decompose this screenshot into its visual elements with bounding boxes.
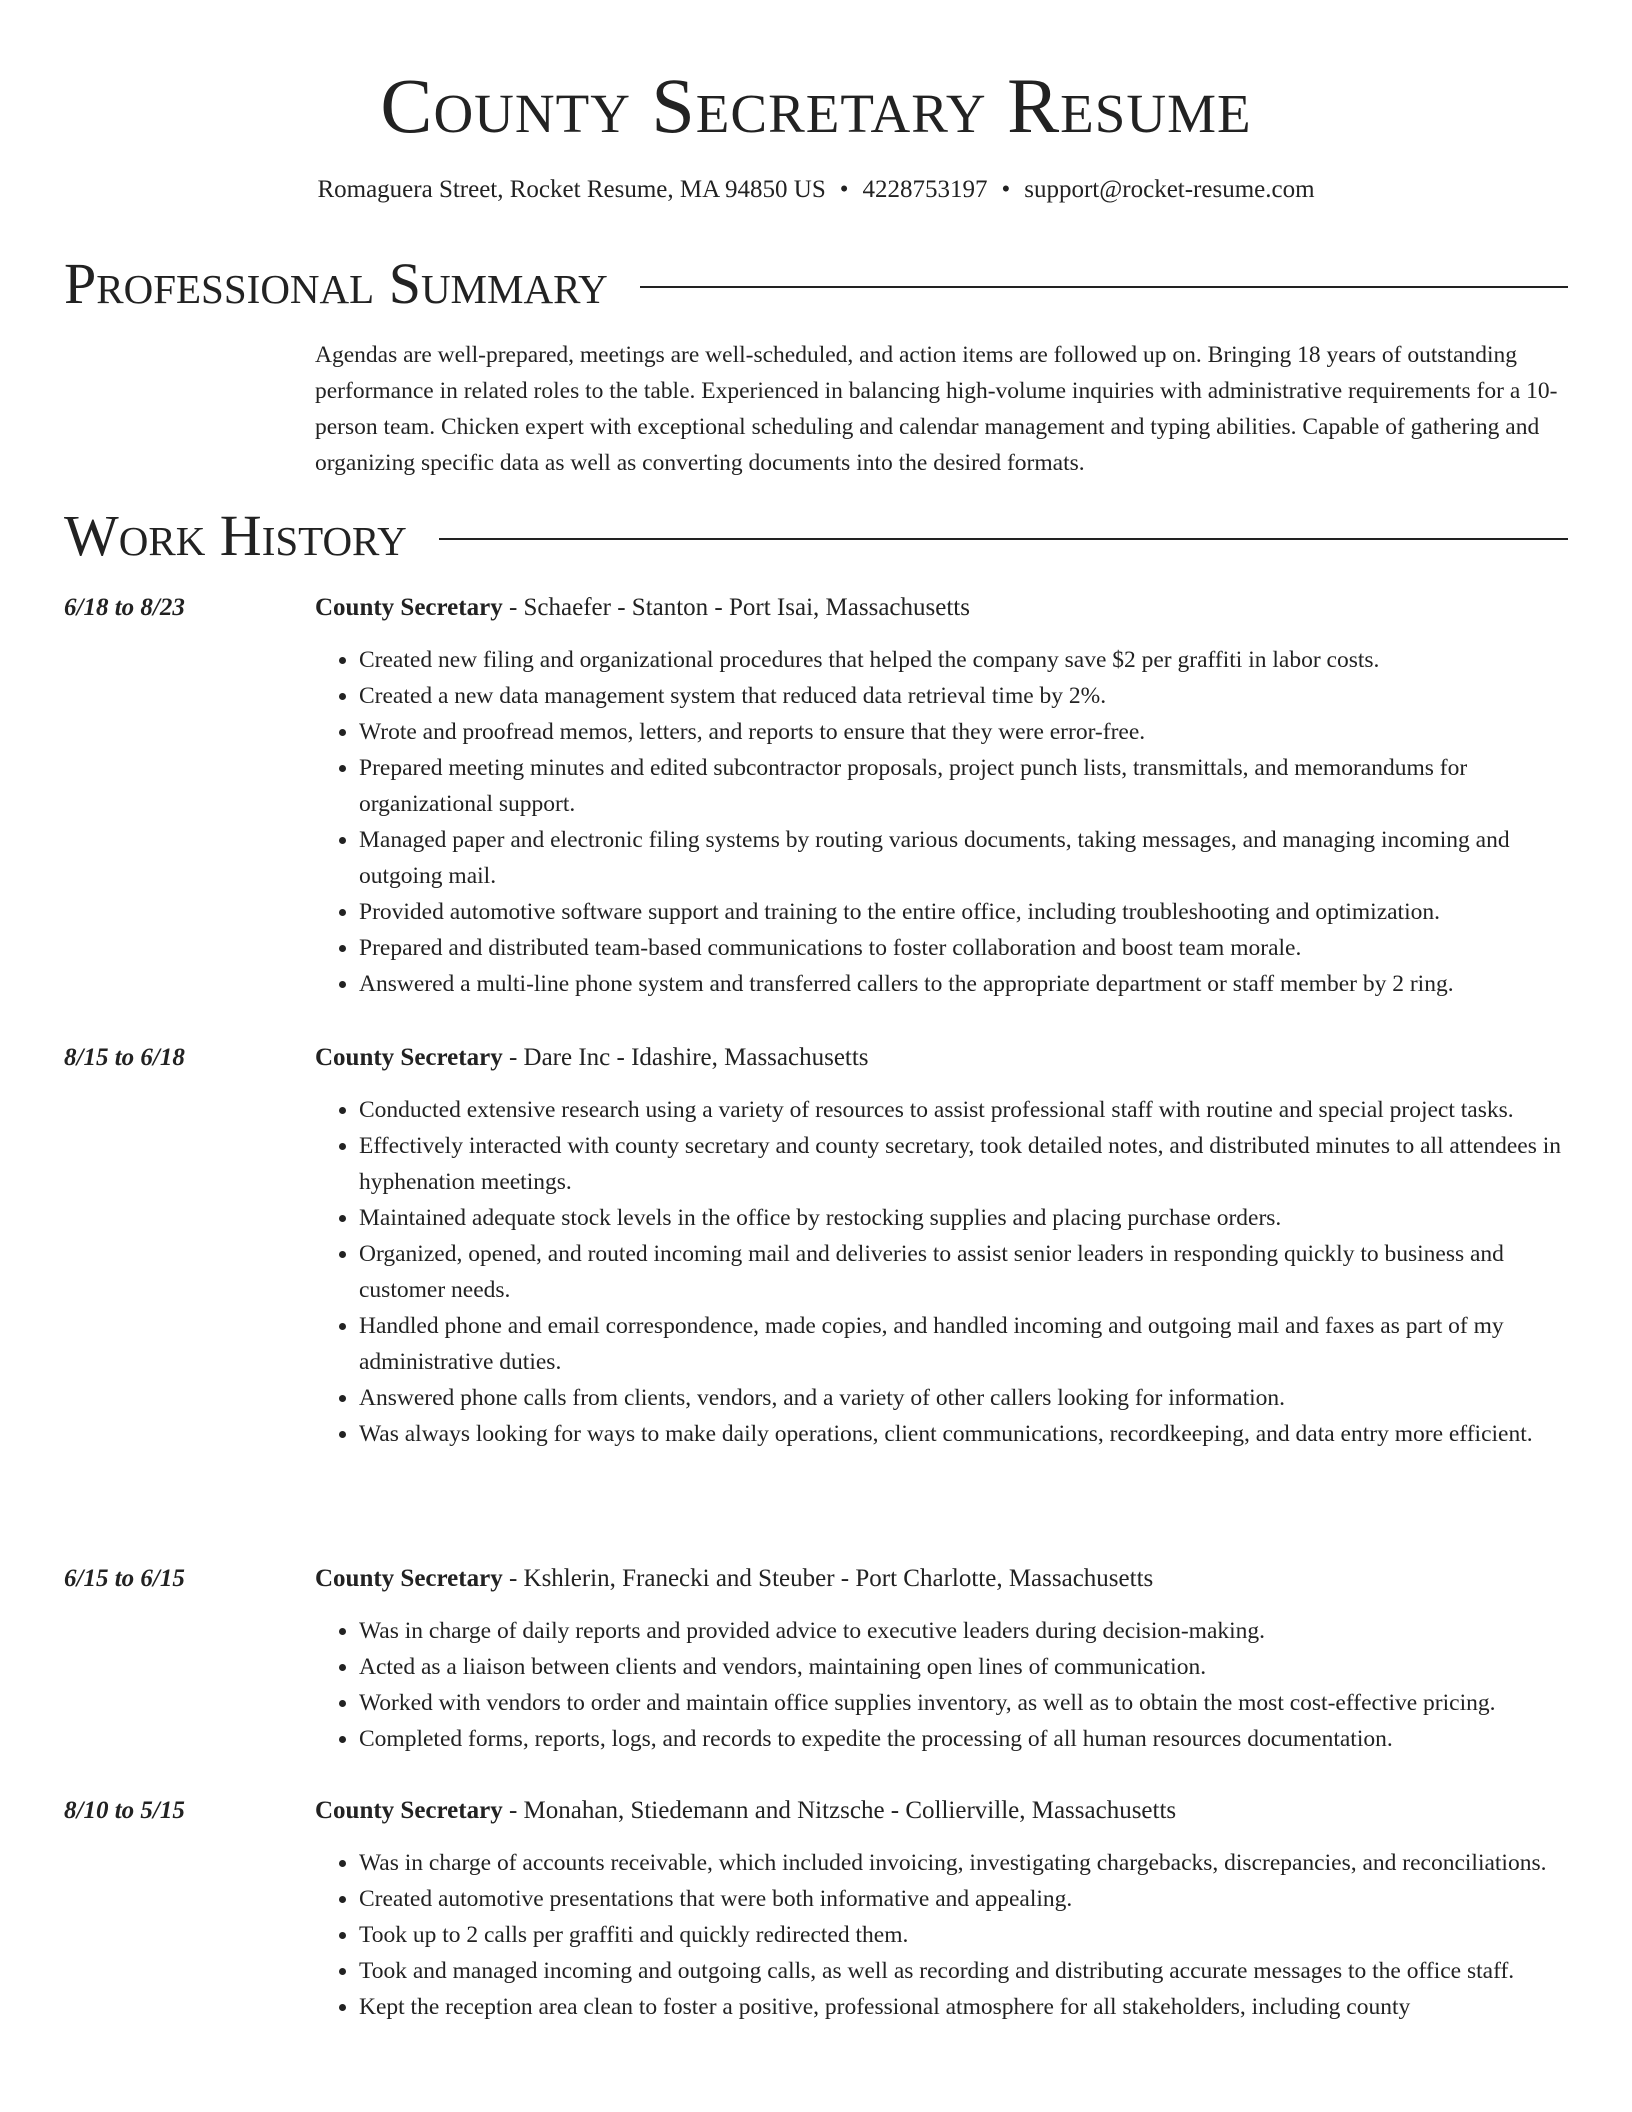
contact-email: support@rocket-resume.com bbox=[1024, 176, 1315, 203]
section-title-work-history: Work History bbox=[64, 503, 407, 568]
job-details: - Dare Inc - Idashire, Massachusetts bbox=[502, 1044, 869, 1071]
job-details: - Monahan, Stiedemann and Nitzsche - Collierville, Massachusetts bbox=[502, 1797, 1177, 1824]
job-bullet-list bbox=[315, 1092, 1568, 1452]
job-bullet: • Managed paper and electronic filing systems by routing various documents, taking messages, and managing incoming and outgoing mail. bbox=[359, 822, 1568, 894]
job-bullet: • Was in charge of accounts receivable, which included invoicing, investigating chargebacks, discrepancies, and reconciliations. bbox=[359, 1845, 1568, 1881]
resume-title: County Secretary Resume bbox=[380, 62, 1252, 149]
job-bullet: • Was always looking for ways to make daily operations, client communications, recordkeeping, and data entry more efficient. bbox=[359, 1416, 1568, 1452]
job-role: County Secretary bbox=[315, 1565, 503, 1592]
job-heading bbox=[315, 1793, 1176, 1829]
job-details: - Kshlerin, Franecki and Steuber - Port Charlotte, Massachusetts bbox=[502, 1565, 1154, 1592]
job-bullet: • Prepared and distributed team-based communications to foster collaboration and boost team morale. bbox=[359, 930, 1568, 966]
job-details: - Schaefer - Stanton - Port Isai, Massachusetts bbox=[502, 594, 970, 621]
section-divider bbox=[640, 286, 1568, 288]
job-bullet: • Organized, opened, and routed incoming mail and deliveries to assist senior leaders in responding quickly to business and customer needs. bbox=[359, 1236, 1568, 1308]
job-bullet: • Took up to 2 calls per graffiti and quickly redirected them. bbox=[359, 1917, 1568, 1953]
job-bullet: • Prepared meeting minutes and edited subcontractor proposals, project punch lists, transmittals, and memorandums for organizational support. bbox=[359, 750, 1568, 822]
job-heading bbox=[315, 590, 970, 626]
job-bullet: • Handled phone and email correspondence, made copies, and handled incoming and outgoing mail and faxes as part of my administrative duties. bbox=[359, 1308, 1568, 1380]
job-heading bbox=[315, 1561, 1153, 1597]
job-bullet: • Maintained adequate stock levels in the office by restocking supplies and placing purchase orders. bbox=[359, 1200, 1568, 1236]
job-bullet: • Kept the reception area clean to foster a positive, professional atmosphere for all stakeholders, including county bbox=[359, 1989, 1568, 2025]
job-bullet: • Answered phone calls from clients, vendors, and a variety of other callers looking for information. bbox=[359, 1380, 1568, 1416]
job-dates: 8/10 to 5/15 bbox=[64, 1797, 185, 1824]
job-role: County Secretary bbox=[315, 1044, 503, 1071]
section-divider bbox=[439, 538, 1568, 540]
section-header-work-history bbox=[64, 500, 1568, 572]
job-bullet: • Wrote and proofread memos, letters, and reports to ensure that they were error-free. bbox=[359, 714, 1568, 750]
section-title-summary: Professional Summary bbox=[64, 251, 608, 316]
job-bullet: • Acted as a liaison between clients and vendors, maintaining open lines of communication. bbox=[359, 1649, 1568, 1685]
contact-separator: • bbox=[839, 176, 849, 203]
job-role: County Secretary bbox=[315, 1797, 503, 1824]
job-heading bbox=[315, 1040, 869, 1076]
job-bullet: • Conducted extensive research using a variety of resources to assist professional staff with routine and special project tasks. bbox=[359, 1092, 1568, 1128]
contact-phone: 4228753197 bbox=[862, 176, 988, 203]
job-dates: 6/15 to 6/15 bbox=[64, 1565, 185, 1592]
job-bullet: • Created new filing and organizational procedures that helped the company save $2 per graffiti in labor costs. bbox=[359, 642, 1568, 678]
job-bullet: • Took and managed incoming and outgoing calls, as well as recording and distributing accurate messages to the office staff. bbox=[359, 1953, 1568, 1989]
job-bullet: • Was in charge of daily reports and provided advice to executive leaders during decision-making. bbox=[359, 1613, 1568, 1649]
section-header-summary bbox=[64, 248, 1568, 320]
job-role: County Secretary bbox=[315, 594, 503, 621]
contact-address: Romaguera Street, Rocket Resume, MA 94850 US bbox=[317, 176, 826, 203]
job-dates: 8/15 to 6/18 bbox=[64, 1044, 185, 1071]
job-bullet: • Answered a multi-line phone system and transferred callers to the appropriate department or staff member by 2 ring. bbox=[359, 966, 1568, 1002]
job-bullet: • Provided automotive software support and training to the entire office, including troubleshooting and optimization. bbox=[359, 894, 1568, 930]
job-bullet: • Worked with vendors to order and maintain office supplies inventory, as well as to obtain the most cost-effective pricing. bbox=[359, 1685, 1568, 1721]
contact-separator: • bbox=[1001, 176, 1011, 203]
job-bullet: • Completed forms, reports, logs, and records to expedite the processing of all human resources documentation. bbox=[359, 1721, 1568, 1757]
job-bullet-list bbox=[315, 1613, 1568, 1757]
contact-line bbox=[0, 172, 1632, 208]
job-bullet: • Created a new data management system that reduced data retrieval time by 2%. bbox=[359, 678, 1568, 714]
job-bullet-list bbox=[315, 1845, 1568, 2025]
job-dates: 6/18 to 8/23 bbox=[64, 594, 185, 621]
job-bullet: • Created automotive presentations that were both informative and appealing. bbox=[359, 1881, 1568, 1917]
job-bullet-list bbox=[315, 642, 1568, 1002]
job-bullet: • Effectively interacted with county secretary and county secretary, took detailed notes, and distributed minutes to all attendees in hyphenation meetings. bbox=[359, 1128, 1568, 1200]
summary-text: Agendas are well-prepared, meetings are well-scheduled, and action items are followed up on. Bringing 18 years of outstanding performance in related roles to the table. Experienced in balancing high-volume inquiries with administrative requirements for a 10-person team. Chicken expert with exceptional scheduling and calendar management and typing abilities. Capable of gathering and organizing specific data as well as converting documents into the desired formats. bbox=[315, 342, 1558, 476]
